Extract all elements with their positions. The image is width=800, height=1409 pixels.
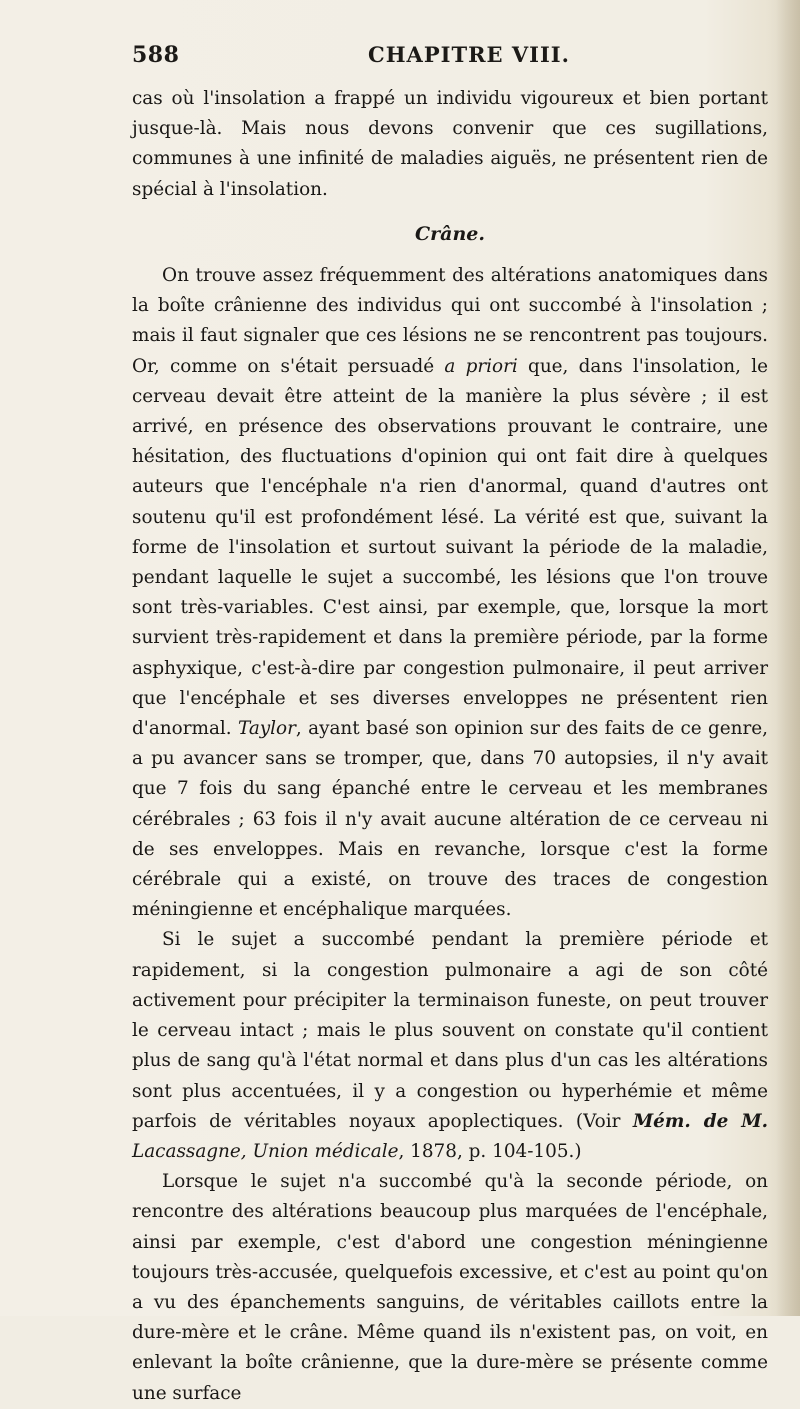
a-priori-term: a priori — [444, 355, 518, 377]
paragraph-2-part1: On trouve assez fréquemment des altérations anatomiques dans la boîte crânienne des individus qui ont succombé à l'insolation ; mais il faut signaler que ces lésions ne se rencontrent pas toujours. Or, comme on s'était persuadé — [132, 265, 768, 377]
paragraph-3-part2: , 1878, p. 104-105.) — [398, 1140, 582, 1162]
paragraph-1-text: cas où l'insolation a frappé un individu vigoureux et bien portant jusque-là. Mais nous devons convenir que ces sugillations, communes à une infinité de maladies aiguës, ne présentent rien de spécial à l'insolation. — [132, 88, 768, 200]
paragraph-4 — [132, 1167, 768, 1409]
reference-lacassagne: Lacassagne, Union médicale — [132, 1140, 399, 1162]
paragraph-2-part3: , ayant basé son opinion sur des faits de ce genre, a pu avancer sans se tromper, que, dans 70 autopsies, il n'y avait que 7 fois du sang épanché entre le cerveau et les membranes cérébrales ; 63 fois il n'y avait aucune altération de ce cerveau ni de ses enveloppes. Mais en revanche, lorsque c'est la forme cérébrale qui a existé, on trouve des traces de congestion méningienne et encéphalique marquées. — [132, 718, 768, 921]
paragraph-4-text: Lorsque le sujet n'a succombé qu'à la seconde période, on rencontre des altérations beaucoup plus marquées de l'encéphale, ainsi par exemple, c'est d'abord une congestion méningienne toujours très-accusée, quelquefois excessive, et c'est au point qu'on a vu des épanchements sanguins, de véritables caillots entre la dure-mère et le crâne. Même quand ils n'existent pas, on voit, en enlevant la boîte crânienne, que la dure-mère se présente comme une surface — [132, 1171, 768, 1404]
paragraph-1 — [132, 84, 768, 205]
body-text — [132, 84, 768, 1409]
author-taylor: Taylor — [237, 718, 296, 740]
paragraph-3-part1: Si le sujet a succombé pendant la première période et rapidement, si la congestion pulmonaire a agi de son côté activement pour précipiter la terminaison funeste, on peut trouver le cerveau intact ; mais le plus souvent on constate qu'il contient plus de sang qu'à l'état normal et dans plus d'un cas les altérations sont plus accentuées, il y a congestion ou hyperhémie et même parfois de véritables noyaux apoplectiques. (Voir — [132, 929, 768, 1132]
paragraph-3 — [132, 925, 768, 1167]
page-number: 588 — [132, 42, 180, 68]
reference-memoire: Mém. de M. — [632, 1110, 769, 1132]
running-head: CHAPITRE VIII. — [368, 42, 570, 67]
page-edge-shadow — [776, 0, 800, 1316]
page-header — [132, 42, 768, 76]
paragraph-2-part2: que, dans l'insolation, le cerveau devait être atteint de la manière la plus sévère ; il est arrivé, en présence des observations prouvant le contraire, une hésitation, des fluctuations d'opinion qui ont fait dire à quelques auteurs que l'encéphale n'a rien d'anormal, quand d'autres ont soutenu qu'il est profondément lésé. La vérité est que, suivant la forme de l'insolation et surtout suivant la période de la maladie, pendant laquelle le sujet a succombé, les lésions que l'on trouve sont très-variables. C'est ainsi, par exemple, que, lorsque la mort survient très-rapidement et dans la première période, par la forme asphyxique, c'est-à-dire par congestion pulmonaire, il peut arriver que l'encéphale et ses diverses enveloppes ne présentent rien d'anormal. — [132, 355, 768, 740]
paragraph-2 — [132, 261, 768, 925]
section-title: Crâne. — [415, 222, 485, 245]
